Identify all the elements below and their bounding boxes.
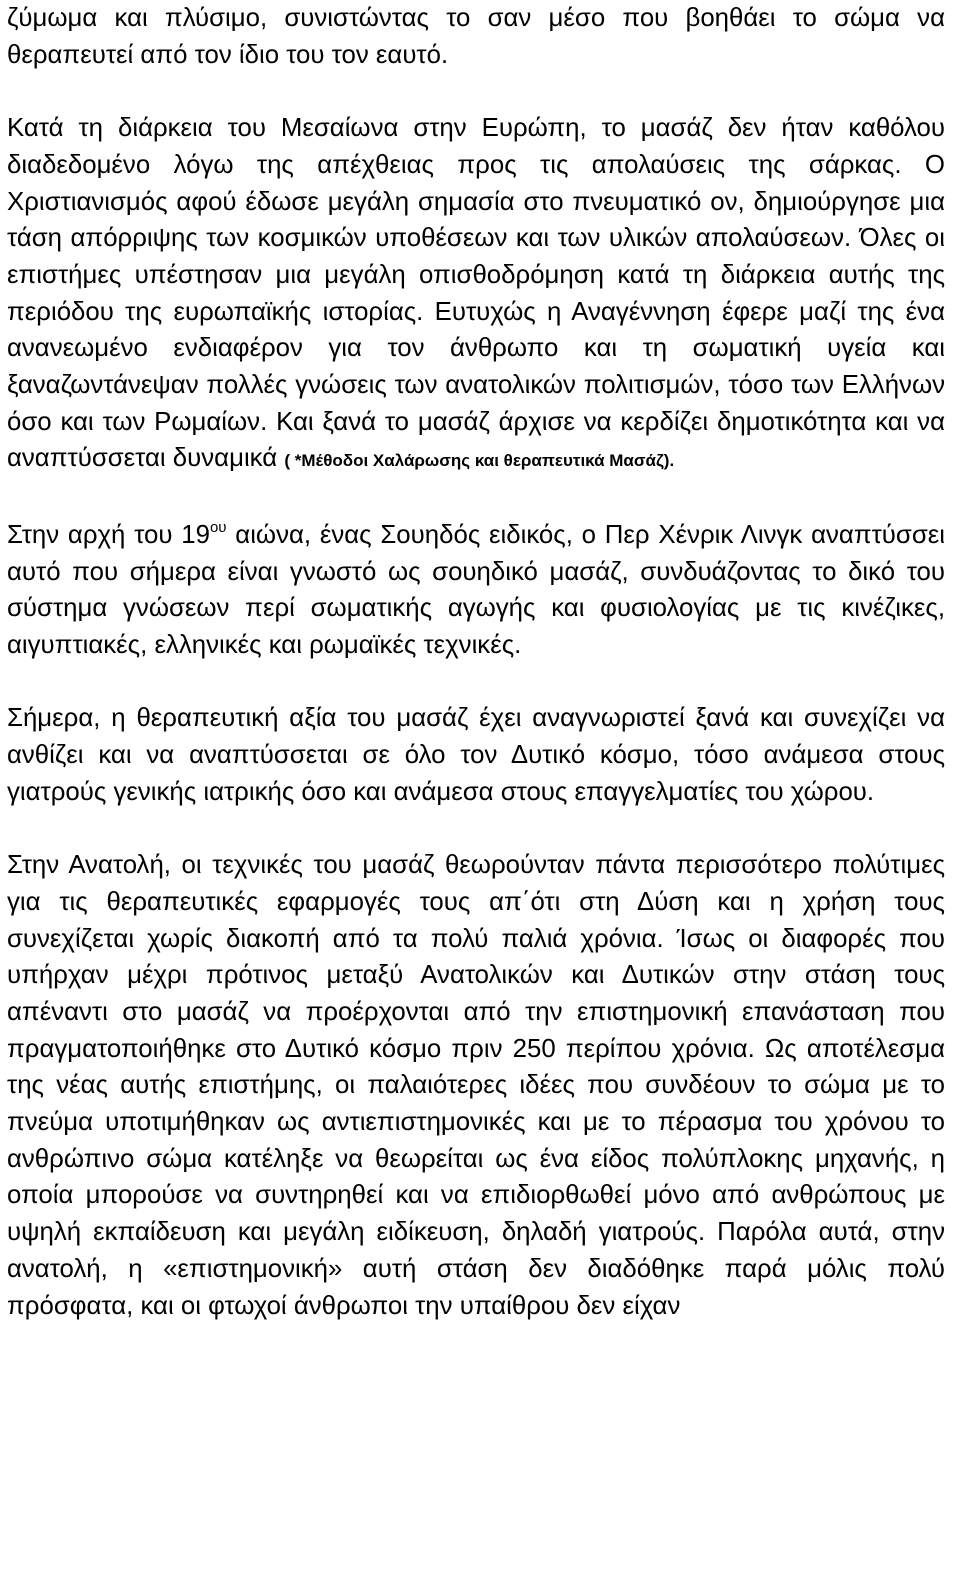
paragraph-1 <box>7 0 945 73</box>
paragraph-3-after: αιώνα, ένας Σουηδός ειδικός, ο Περ Χένρικ Λινγκ αναπτύσσει αυτό που σήμερα είναι γνωστό ως σουηδικό μασάζ, συνδυάζοντας το δικό του σύστημα γνώσεων περί σωματικής αγωγής και φυσιολογίας με τις κινέζικες, αιγυπτιακές, ελληνικές και ρωμαϊκές τεχνικές. <box>7 520 945 659</box>
paragraph-4 <box>7 700 945 810</box>
paragraph-gap <box>7 73 945 110</box>
document-page <box>7 0 945 1324</box>
paragraph-gap <box>7 664 945 701</box>
paragraph-gap <box>7 810 945 847</box>
paragraph-5 <box>7 847 945 1324</box>
paragraph-3-before: Στην αρχή του 19 <box>7 520 210 549</box>
reference-note: ( *Μέθοδοι Χαλάρωσης και θεραπευτικά Μασάζ). <box>284 451 675 471</box>
paragraph-1-text: ζύμωμα και πλύσιμο, συνιστώντας το σαν μέσο που βοηθάει το σώμα να θεραπευτεί από τον ίδιο του τον εαυτό. <box>7 4 945 69</box>
paragraph-4-text: Σήμερα, η θεραπευτική αξία του μασάζ έχει αναγνωριστεί ξανά και συνεχίζει να ανθίζει και να αναπτύσσεται σε όλο τον Δυτικό κόσμο, τόσο ανάμεσα στους γιατρούς γενικής ιατρικής όσο και ανάμεσα στους επαγγελματίες του χώρου. <box>7 704 945 806</box>
paragraph-5-text: Στην Ανατολή, οι τεχνικές του μασάζ θεωρούνταν πάντα περισσότερο πολύτιμες για τις θεραπευτικές εφαρμογές τους απ΄ότι στη Δύση και η χρήση τους συνεχίζεται χωρίς διακοπή από τα πολύ παλιά χρόνια. Ίσως οι διαφορές που υπήρχαν μέχρι πρότινος μεταξύ Ανατολικών και Δυτικών στην στάση τους απέναντι στο μασάζ να προέρχονται από την επιστημονική επανάσταση που πραγματοποιήθηκε στο Δυτικό κόσμο πριν 250 περίπου χρόνια. Ως αποτέλεσμα της νέας αυτής επιστήμης, οι παλαιότερες ιδέες που συνδέουν το σώμα με το πνεύμα υποτιμήθηκαν ως αντιεπιστημονικές και με το πέρασμα του χρόνου το ανθρώπινο σώμα κατέληξε να θεωρείται ως ένα είδος πολύπλοκης μηχανής, η οποία μπορούσε να συντηρηθεί και να επιδιορθωθεί μόνο από ανθρώπους με υψηλή εκπαίδευση και μεγάλη ειδίκευση, δηλαδή γιατρούς. Παρόλα αυτά, στην ανατολή, η «επιστημονική» αυτή στάση δεν διαδόθηκε παρά μόλις πολύ πρόσφατα, και οι φτωχοί άνθρωποι την υπαίθρου δεν είχαν <box>7 851 945 1320</box>
paragraph-3 <box>7 517 945 664</box>
paragraph-gap <box>7 480 945 517</box>
paragraph-2 <box>7 110 945 480</box>
ordinal-superscript: ου <box>209 518 227 536</box>
paragraph-2-text: Κατά τη διάρκεια του Μεσαίωνα στην Ευρώπη, το μασάζ δεν ήταν καθόλου διαδεδομένο λόγω της απέχθειας προς τις απολαύσεις της σάρκας. Ο Χριστιανισμός αφού έδωσε μεγάλη σημασία στο πνευματικό ον, δημιούργησε μια τάση απόρριψης των κοσμικών υποθέσεων και των υλικών απολαύσεων. Όλες οι επιστήμες υπέστησαν μια μεγάλη οπισθοδρόμηση κατά τη διάρκεια αυτής της περιόδου της ευρωπαϊκής ιστορίας. Ευτυχώς η Αναγέννηση έφερε μαζί της ένα ανανεωμένο ενδιαφέρον για τον άνθρωπο και τη σωματική υγεία και ξαναζωντάνεψαν πολλές γνώσεις των ανατολικών πολιτισμών, τόσο των Ελλήνων όσο και των Ρωμαίων. Και ξανά το μασάζ άρχισε να κερδίζει δημοτικότητα και να αναπτύσσεται δυναμικά <box>7 114 945 473</box>
